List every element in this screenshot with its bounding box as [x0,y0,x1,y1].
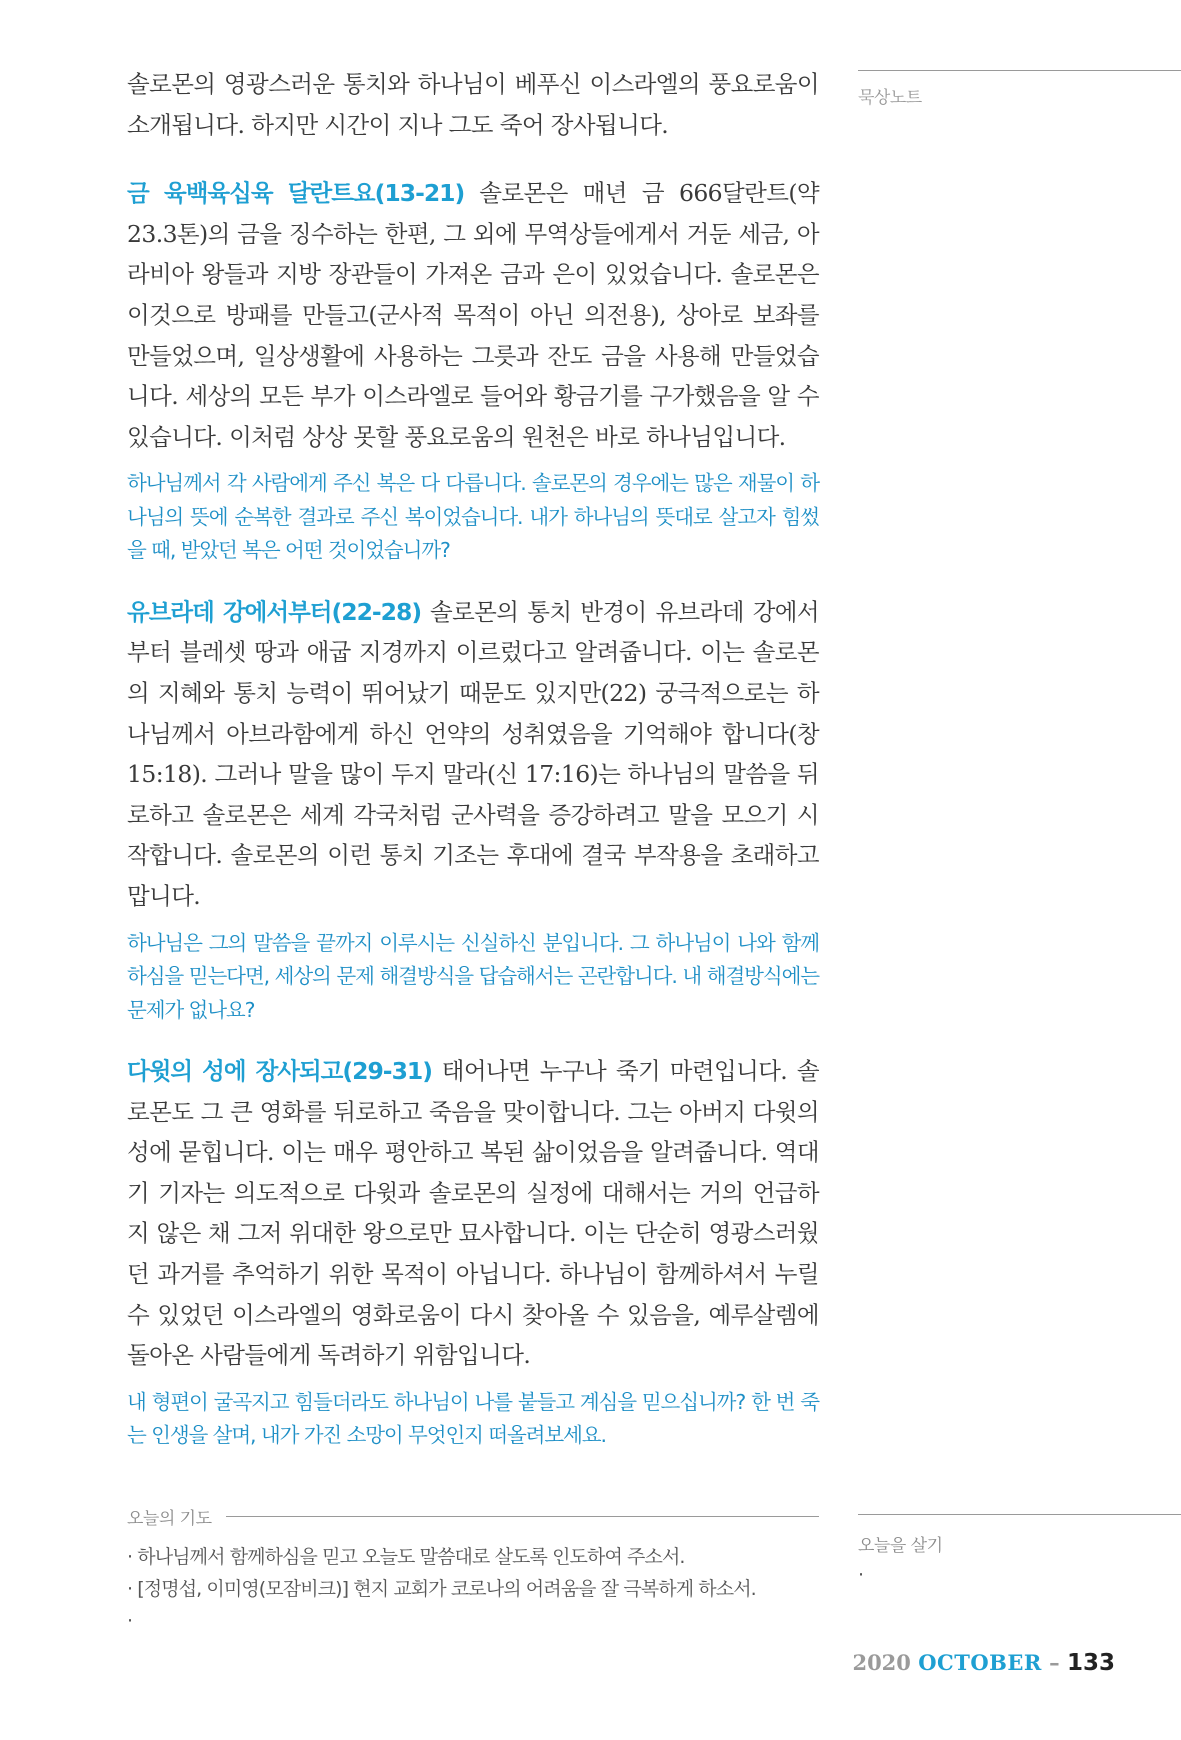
divider [226,1516,819,1517]
prayer-item: · [정명섭, 이미영(모잠비크)] 현지 교회가 코로나의 어려움을 잘 극복하게 하소서. [127,1578,756,1600]
prayer-list [127,1541,819,1637]
intro-paragraph: 솔로몬의 영광스러운 통치와 하나님이 베푸신 이스라엘의 풍요로움이 소개됩니다. 하지만 시간이 지나 그도 죽어 장사됩니다. [127,70,819,139]
prayer-item: · [127,1610,133,1632]
section-paragraph [127,592,819,917]
prayer-header [127,1504,819,1529]
section-paragraph [127,1051,819,1376]
prayer-title: 오늘의 기도 [127,1509,212,1529]
reflection-question: 하나님은 그의 말씀을 끝까지 이루시는 신실하신 분입니다. 그 하나님이 나와 함께하심을 믿는다면, 세상의 문제 해결방식을 답습해서는 곤란합니다. 내 해결방식에는 문제가 없나요? [127,930,819,1022]
reflection-question: 하나님께서 각 사람에게 주신 복은 다 다릅니다. 솔로몬의 경우에는 많은 재물이 하나님의 뜻에 순복한 결과로 주신 복이었습니다. 내가 하나님의 뜻대로 살고자 힘썼을 때, 받았던 복은 어떤 것이었습니까? [127,471,819,563]
page-footer [852,1650,1115,1676]
live-today-panel [858,1514,1181,1586]
divider [858,70,1181,71]
main-content [127,64,819,1453]
meditation-notes-panel [858,70,1181,108]
footer-month: OCTOBER [918,1650,1042,1675]
section-body: 솔로몬은 매년 금 666달란트(약 23.3톤)의 금을 징수하는 한편, 그 외에 무역상들에게서 거둔 세금, 아라비아 왕들과 지방 장관들이 가져온 금과 은이 있었습니다. 솔로몬은 이것으로 방패를 만들고(군사적 목적이 아닌 의전용), 상아로 보좌를 만들었으며, 일상생활에 사용하는 그릇과 잔도 금을 사용해 만들었습니다. 세상의 모든 부가 이스라엘로 들어와 황금기를 구가했음을 알 수 있습니다. 이처럼 상상 못할 풍요로움의 원천은 바로 하나님입니다. [127,179,820,451]
footer-year: 2020 [852,1650,911,1675]
live-today-item: · [858,1564,865,1586]
meditation-notes-label: 묵상노트 [858,88,922,108]
reflection-question: 내 형편이 굴곡지고 힘들더라도 하나님이 나를 붙들고 계심을 믿으십니까? 한 번 죽는 인생을 살며, 내가 가진 소망이 무엇인지 떠올려보세요. [127,1389,819,1448]
footer-dash: – [1049,1650,1060,1675]
prayer-item: · 하나님께서 함께하심을 믿고 오늘도 말씀대로 살도록 인도하여 주소서. [127,1546,685,1568]
section-2 [127,592,819,1027]
live-today-label: 오늘을 살기 [858,1536,943,1556]
section-body: 태어나면 누구나 죽기 마련입니다. 솔로몬도 그 큰 영화를 뒤로하고 죽음을 맞이합니다. 그는 아버지 다윗의 성에 묻힙니다. 이는 매우 평안하고 복된 삶이었음을 알려줍니다. 역대기 기자는 의도적으로 다윗과 솔로몬의 실정에 대해서는 거의 언급하지 않은 채 그저 위대한 왕으로만 묘사합니다. 이는 단순히 영광스러웠던 과거를 추억하기 위한 목적이 아닙니다. 하나님이 함께하셔서 누릴 수 있었던 이스라엘의 영화로움이 다시 찾아올 수 있음을, 예루살렘에 돌아온 사람들에게 독려하기 위함입니다. [127,1057,819,1370]
divider [858,1514,1181,1515]
section-1 [127,173,819,568]
section-heading: 금 육백육십육 달란트요(13-21) [127,179,465,208]
page-number: 133 [1066,1650,1115,1676]
section-3 [127,1051,819,1453]
todays-prayer [127,1504,819,1637]
section-body: 솔로몬의 통치 반경이 유브라데 강에서부터 블레셋 땅과 애굽 지경까지 이르렀다고 알려줍니다. 이는 솔로몬의 지혜와 통치 능력이 뛰어났기 때문도 있지만(22) 궁극적으로는 하나님께서 아브라함에게 하신 언약의 성취였음을 기억해야 합니다(창 15:18). 그러나 말을 많이 두지 말라(신 17:16)는 하나님의 말씀을 뒤로하고 솔로몬은 세계 각국처럼 군사력을 증강하려고 말을 모으기 시작합니다. 솔로몬의 이런 통치 기조는 후대에 결국 부작용을 초래하고 맙니다. [127,597,819,910]
section-heading: 다윗의 성에 장사되고(29-31) [127,1057,433,1086]
section-heading: 유브라데 강에서부터(22-28) [127,597,422,626]
section-paragraph [127,173,819,457]
